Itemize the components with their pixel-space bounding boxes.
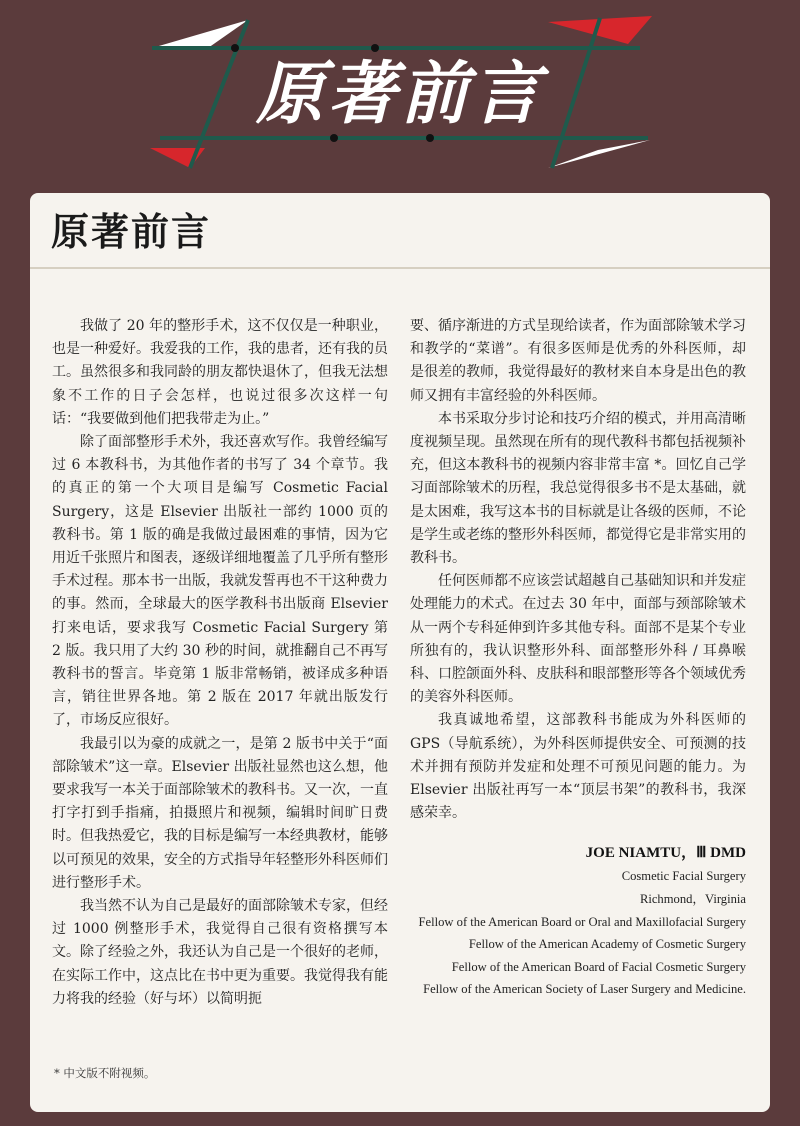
author-affiliation: Richmond，Virginia <box>639 892 746 907</box>
paragraph: 我真诚地希望，这部教科书能成为外科医师的 GPS（导航系统），为外科医师提供安全、可预测的技术并拥有预防并发症和处理不可预见问题的能力。为 Elsevier 出版社再写一本“顶层书架”的教科书，我深感荣幸。 <box>410 712 746 822</box>
right-column <box>410 315 746 1001</box>
page-title: 原著前言 <box>51 209 212 254</box>
author-affiliation: Cosmetic Facial Surgery <box>621 869 746 884</box>
header-banner <box>0 0 800 190</box>
paragraph: 本书采取分步讨论和技巧介绍的模式，并用高清晰度视频呈现。虽然现在所有的现代教科书都包括视频补充，但这本教科书的视频内容非常丰富 *。回忆自己学习面部除皱术的历程，我总觉得很多书不是太基础，就是太困难，我写这本书的目标就是让各级的医师，不论是学生或老练的整形外科医师，都觉得它是非常实用的教科书。 <box>410 410 746 567</box>
paragraph: 任何医师都不应该尝试超越自己基础知识和并发症处理能力的术式。在过去 30 年中，面部与颈部除皱术从一两个专科延伸到许多其他专科。面部不是某个专业所独有的，我认识整形外科、面部整形外科 / 耳鼻喉科、口腔颌面外科、皮肤科和眼部整形等各个领域优秀的美容外科医师。 <box>410 573 746 706</box>
author-affiliation: Fellow of the American Board of Facial Cosmetic Surgery <box>451 959 746 974</box>
author-signature <box>410 841 746 1001</box>
author-affiliation: Fellow of the American Board or Oral and Maxillofacial Surgery <box>418 914 746 929</box>
author-affiliation: Fellow of the American Society of Laser Surgery and Medicine. <box>423 982 746 997</box>
left-column <box>52 315 388 1011</box>
author-affiliation: Fellow of the American Academy of Cosmetic Surgery <box>468 937 746 952</box>
title-divider <box>30 267 770 269</box>
author-name: JOE NIAMTU，Ⅲ DMD <box>585 845 746 862</box>
banner-white-triangle-right <box>548 140 650 168</box>
paragraph: 我做了 20 年的整形手术，这不仅仅是一种职业，也是一种爱好。我爱我的工作，我的患者，还有我的员工。虽然很多和我同龄的朋友都快退休了，但我无法想象不工作的日子会怎样，也说过很多次这样一句话：“我要做到他们把我带走为止。” <box>52 318 388 427</box>
paragraph: 我当然不认为自己是最好的面部除皱术专家，但经过 1000 例整形手术，我觉得自己很有资格撰写本文。除了经验之外，我还认为自己是一个很好的老师，在实际工作中，这点比在书中更为重要。我觉得我有能力将我的经验（好与坏）以简明扼 <box>52 898 388 1007</box>
paragraph: 除了面部整形手术外，我还喜欢写作。我曾经编写过 6 本教科书，为其他作者的书写了 34 个章节。我的真正的第一个大项目是编写 Cosmetic Facial Surgery，这是 Elsevier 出版社一部约 1000 页的教科书。第 1 版的确是我做过最困难的事情，因为它用近千张照片和图表，逐级详细地覆盖了几乎所有整形手术过程。那本书一出版，我就发誓再也不干这种费力的事。然而，全球最大的医学教科书出版商 Elsevier 打来电话，要求我写 Cosmetic Facial Surgery 第 2 版。我只用了大约 30 秒的时间，就推翻自己不再写教科书的誓言。毕竟第 1 版非常畅销，被译成多种语言，销往世界各地。第 2 版在 2017 年就出版发行了，市场反应很好。 <box>52 434 388 729</box>
paragraph: 要、循序渐进的方式呈现给读者，作为面部除皱术学习和教学的“菜谱”。有很多医师是优秀的外科医师，却是很差的教师，我觉得最好的教材来自本身是出色的教师又拥有丰富经验的外科医师。 <box>410 318 746 404</box>
preface-page <box>30 193 770 1112</box>
paragraph: 我最引以为豪的成就之一，是第 2 版书中关于“面部除皱术”这一章。Elsevier 出版社显然也这么想，他要求我写一本关于面部除皱术的教科书。又一次，一直打字打到手指痛，拍摄照片和视频，编辑时间旷日费时。但我热爱它，我的目标是编写一本经典教材，能够以可预见的效果，安全的方式指导年轻整形外科医师们进行整形手术。 <box>52 735 388 891</box>
banner-title: 原著前言 <box>255 55 544 134</box>
footnote: * 中文版不附视频。 <box>54 1066 156 1080</box>
